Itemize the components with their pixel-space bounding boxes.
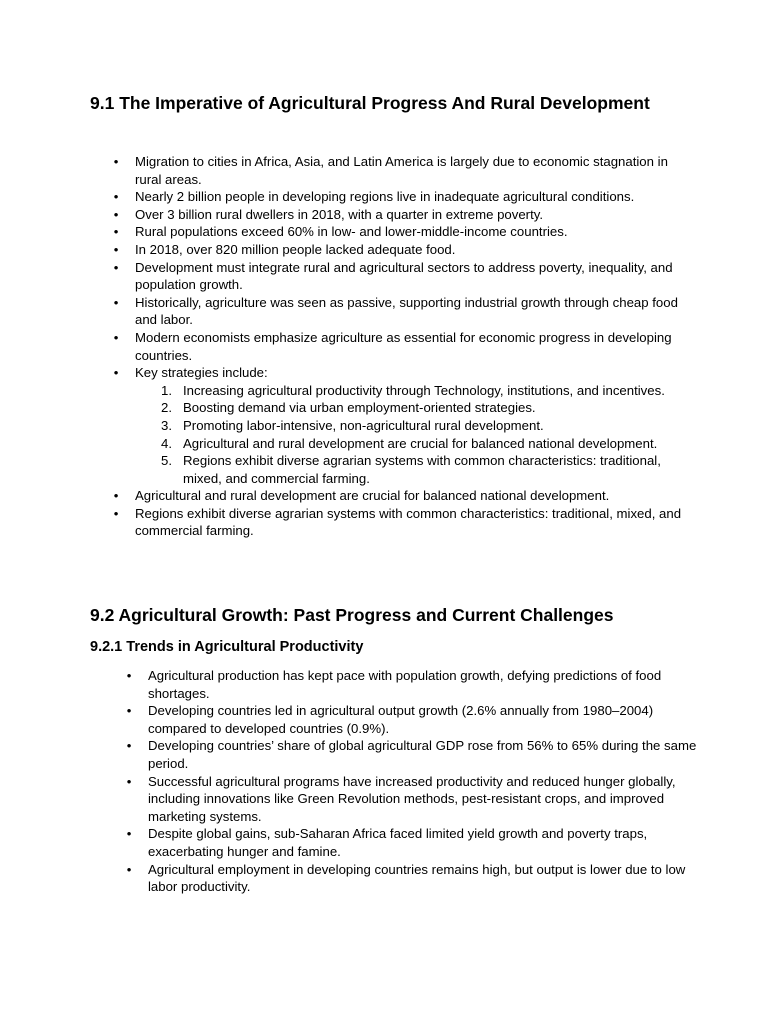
key-strategies-numbered-list xyxy=(161,382,695,488)
bullet-icon: • xyxy=(113,241,119,257)
bullet-icon: • xyxy=(126,861,132,877)
bullet-icon: • xyxy=(113,189,119,205)
numbered-item xyxy=(161,435,695,453)
list-item-text: Agricultural and rural development are crucial for balanced national development. xyxy=(135,488,610,504)
bullet-icon: • xyxy=(113,505,119,521)
section-9-2-1-bullet-list xyxy=(126,667,698,896)
list-item-text: Nearly 2 billion people in developing regions live in inadequate agricultural conditions. xyxy=(135,189,635,205)
list-item-text: Migration to cities in Africa, Asia, and Latin America is largely due to economic stagnation in rural areas. xyxy=(135,154,668,187)
list-item xyxy=(113,206,695,224)
list-item-text: Regions exhibit diverse agrarian systems with common characteristics: traditional, mixed, and commercial farming. xyxy=(135,505,682,539)
list-item-text: Key strategies include: xyxy=(135,365,268,381)
list-item-text: Development must integrate rural and agricultural sectors to address poverty, inequality, and population growth. xyxy=(135,259,673,293)
numbered-item-text: Agricultural and rural development are crucial for balanced national development. xyxy=(183,435,658,451)
list-item xyxy=(126,737,698,772)
bullet-icon: • xyxy=(113,365,119,381)
bullet-icon: • xyxy=(113,329,119,345)
list-item-text: Despite global gains, sub-Saharan Africa faced limited yield growth and poverty traps, exacerbating hunger and famine. xyxy=(148,826,648,859)
list-item xyxy=(113,153,695,188)
item-number: 5. xyxy=(161,453,172,469)
list-item xyxy=(113,487,695,505)
numbered-item-text: Boosting demand via urban employment-oriented strategies. xyxy=(183,400,536,416)
bullet-icon: • xyxy=(113,206,119,222)
numbered-item xyxy=(161,452,695,487)
numbered-item xyxy=(161,399,695,417)
list-item-text: Successful agricultural programs have increased productivity and reduced hunger globally, including innovations like Green Revolution methods, pest-resistant crops, and improved marketing systems. xyxy=(148,773,676,824)
item-number: 1. xyxy=(161,382,172,398)
list-item-text: Developing countries’ share of global agricultural GDP rose from 56% to 65% during the same period. xyxy=(148,738,697,771)
numbered-item-text: Promoting labor-intensive, non-agricultural rural development. xyxy=(183,417,544,433)
section-9-1-bullet-list xyxy=(113,153,695,540)
list-item xyxy=(126,702,698,737)
list-item xyxy=(113,329,695,364)
bullet-icon: • xyxy=(113,259,119,275)
list-item-text: Developing countries led in agricultural output growth (2.6% annually from 1980–2004) compared to developed countries (0.9%). xyxy=(148,703,654,736)
list-item xyxy=(113,505,695,540)
list-item xyxy=(113,188,695,206)
bullet-icon: • xyxy=(113,488,119,504)
list-item xyxy=(113,294,695,329)
bullet-icon: • xyxy=(126,773,132,789)
list-item-text: Historically, agriculture was seen as passive, supporting industrial growth through cheap food and labor. xyxy=(135,294,678,328)
item-number: 4. xyxy=(161,435,172,451)
list-item xyxy=(113,223,695,241)
bullet-icon: • xyxy=(113,294,119,310)
list-item xyxy=(126,825,698,860)
numbered-item xyxy=(161,382,695,400)
bullet-icon: • xyxy=(126,703,132,719)
section-heading-9-2: 9.2 Agricultural Growth: Past Progress and Current Challenges xyxy=(90,605,614,625)
bullet-icon: • xyxy=(126,826,132,842)
list-item xyxy=(113,364,695,487)
numbered-item xyxy=(161,417,695,435)
numbered-item-text: Increasing agricultural productivity through Technology, institutions, and incentives. xyxy=(183,382,665,398)
bullet-icon: • xyxy=(113,154,119,169)
list-item xyxy=(126,773,698,826)
section-heading-9-1: 9.1 The Imperative of Agricultural Progress And Rural Development xyxy=(90,93,650,113)
list-item-text: Agricultural production has kept pace with population growth, defying predictions of food shortages. xyxy=(148,668,662,701)
list-item xyxy=(113,259,695,294)
list-item-text: Agricultural employment in developing countries remains high, but output is lower due to low labor productivity. xyxy=(148,861,686,895)
item-number: 3. xyxy=(161,417,172,433)
bullet-icon: • xyxy=(126,738,132,754)
bullet-icon: • xyxy=(113,224,119,240)
bullet-icon: • xyxy=(126,668,132,683)
numbered-item-text: Regions exhibit diverse agrarian systems with common characteristics: traditional, mixed, and commercial farming. xyxy=(183,453,661,486)
list-item xyxy=(126,667,698,702)
list-item-text: In 2018, over 820 million people lacked adequate food. xyxy=(135,241,456,257)
list-item xyxy=(126,861,698,896)
item-number: 2. xyxy=(161,400,172,416)
list-item xyxy=(113,241,695,259)
list-item-text: Modern economists emphasize agriculture as essential for economic progress in developing countries. xyxy=(135,329,672,363)
list-item-text: Rural populations exceed 60% in low- and lower-middle-income countries. xyxy=(135,224,568,240)
list-item-text: Over 3 billion rural dwellers in 2018, with a quarter in extreme poverty. xyxy=(135,206,544,222)
subsection-heading-9-2-1: 9.2.1 Trends in Agricultural Productivity xyxy=(90,639,364,655)
